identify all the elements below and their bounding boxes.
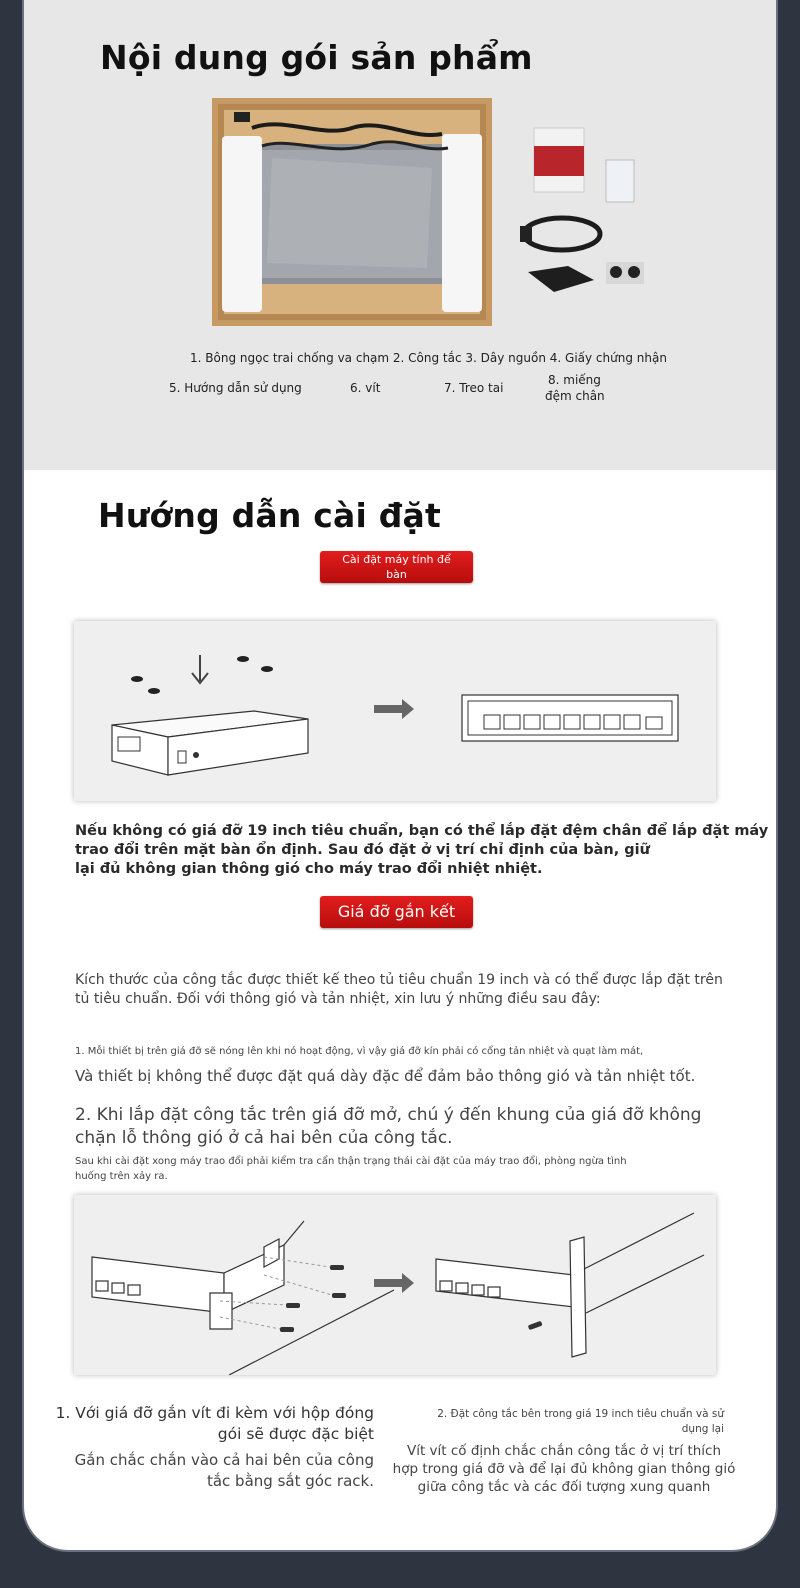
step2-line4: hợp trong giá đỡ và để lại đủ không gian thông gió — [392, 1461, 736, 1477]
package-item-7: 7. Treo tai — [444, 381, 504, 395]
step1 — [54, 1403, 374, 1492]
step1-line4: tắc bằng sắt góc rack. — [206, 1472, 374, 1490]
desktop-install-diagram — [74, 621, 716, 801]
accessories-photo — [514, 122, 654, 302]
desktop-install-tag-line1: Cài đặt máy tính để — [342, 553, 451, 566]
rack-intro-line2: tủ tiêu chuẩn. Đối với thông gió và tản nhiệt, xin lưu ý những điều sau đây: — [75, 991, 601, 1007]
install-title: Hướng dẫn cài đặt — [98, 496, 441, 535]
rack-install-diagram — [74, 1195, 716, 1375]
rack-intro-line1: Kích thước của công tắc được thiết kế theo tủ tiêu chuẩn 19 inch và có thể được lắp đặt trên — [75, 972, 723, 988]
step1-line2: gói sẽ được đặc biệt — [217, 1425, 374, 1443]
note2-line1: 2. Khi lắp đặt công tắc trên giá đỡ mở, chú ý đến khung của giá đỡ không — [75, 1105, 702, 1125]
note1-small: 1. Mỗi thiết bị trên giá đỡ sẽ nóng lên khi nó hoạt động, vì vậy giá đỡ kín phải có cổng tản nhiệt và quạt làm mát, — [75, 1046, 644, 1057]
package-title: Nội dung gói sản phẩm — [100, 38, 533, 77]
step2-line3: Vít vít cố định chắc chắn công tắc ở vị trí thích — [406, 1443, 722, 1459]
note3-line1: Sau khi cài đặt xong máy trao đổi phải kiểm tra cẩn thận trạng thái cài đặt của máy trao đổi, phòng ngừa tình — [75, 1156, 627, 1167]
rack-mount-tag: Giá đỡ gắn kết — [320, 896, 473, 928]
note3-line2: huống trên xảy ra. — [75, 1171, 168, 1182]
package-caption-line1: 1. Bông ngọc trai chống va chạm 2. Công tắc 3. Dây nguồn 4. Giấy chứng nhận — [190, 351, 667, 365]
box-photo — [212, 98, 492, 326]
package-item-8-line2: đệm chân — [545, 389, 605, 403]
step2-line2: dụng lại — [681, 1423, 724, 1435]
package-item-5: 5. Hướng dẫn sử dụng — [169, 381, 302, 395]
desktop-install-tag — [320, 551, 473, 583]
note2-line2: chặn lỗ thông gió ở cả hai bên của công tắc. — [75, 1128, 453, 1148]
desktop-desc-line3: lại đủ không gian thông gió cho máy trao đổi nhiệt nhiệt. — [75, 861, 543, 877]
desktop-install-tag-line2: bàn — [386, 568, 407, 581]
package-section — [24, 0, 776, 470]
step2-large — [384, 1442, 744, 1496]
desktop-install-illustration — [74, 621, 716, 801]
desktop-install-description — [75, 822, 768, 879]
rack-install-illustration — [74, 1195, 716, 1375]
desktop-desc-line1: Nếu không có giá đỡ 19 inch tiêu chuẩn, bạn có thể lắp đặt đệm chân để lắp đặt máy — [75, 823, 769, 839]
step1-line3: Gắn chắc chắn vào cả hai bên của công — [74, 1451, 374, 1469]
note1-large: Và thiết bị không thể được đặt quá dày đặc để đảm bảo thông gió và tản nhiệt tốt. — [75, 1067, 696, 1085]
step2-small — [388, 1407, 724, 1437]
note3 — [75, 1154, 627, 1184]
package-item-8-line1: 8. miếng — [548, 373, 601, 387]
step1-line1: 1. Với giá đỡ gắn vít đi kèm với hộp đóng — [55, 1404, 374, 1422]
content-card — [22, 0, 778, 1552]
rack-intro — [75, 971, 723, 1009]
note2 — [75, 1104, 701, 1150]
step2-line5: giữa công tắc và các đối tượng xung quanh — [417, 1479, 711, 1495]
package-item-6: 6. vít — [350, 381, 381, 395]
step2-line1: 2. Đặt công tắc bên trong giá 19 inch tiêu chuẩn và sử — [437, 1408, 724, 1420]
desktop-desc-line2: trao đổi trên mặt bàn ổn định. Sau đó đặt ở vị trí chỉ định của bàn, giữ — [75, 842, 650, 858]
